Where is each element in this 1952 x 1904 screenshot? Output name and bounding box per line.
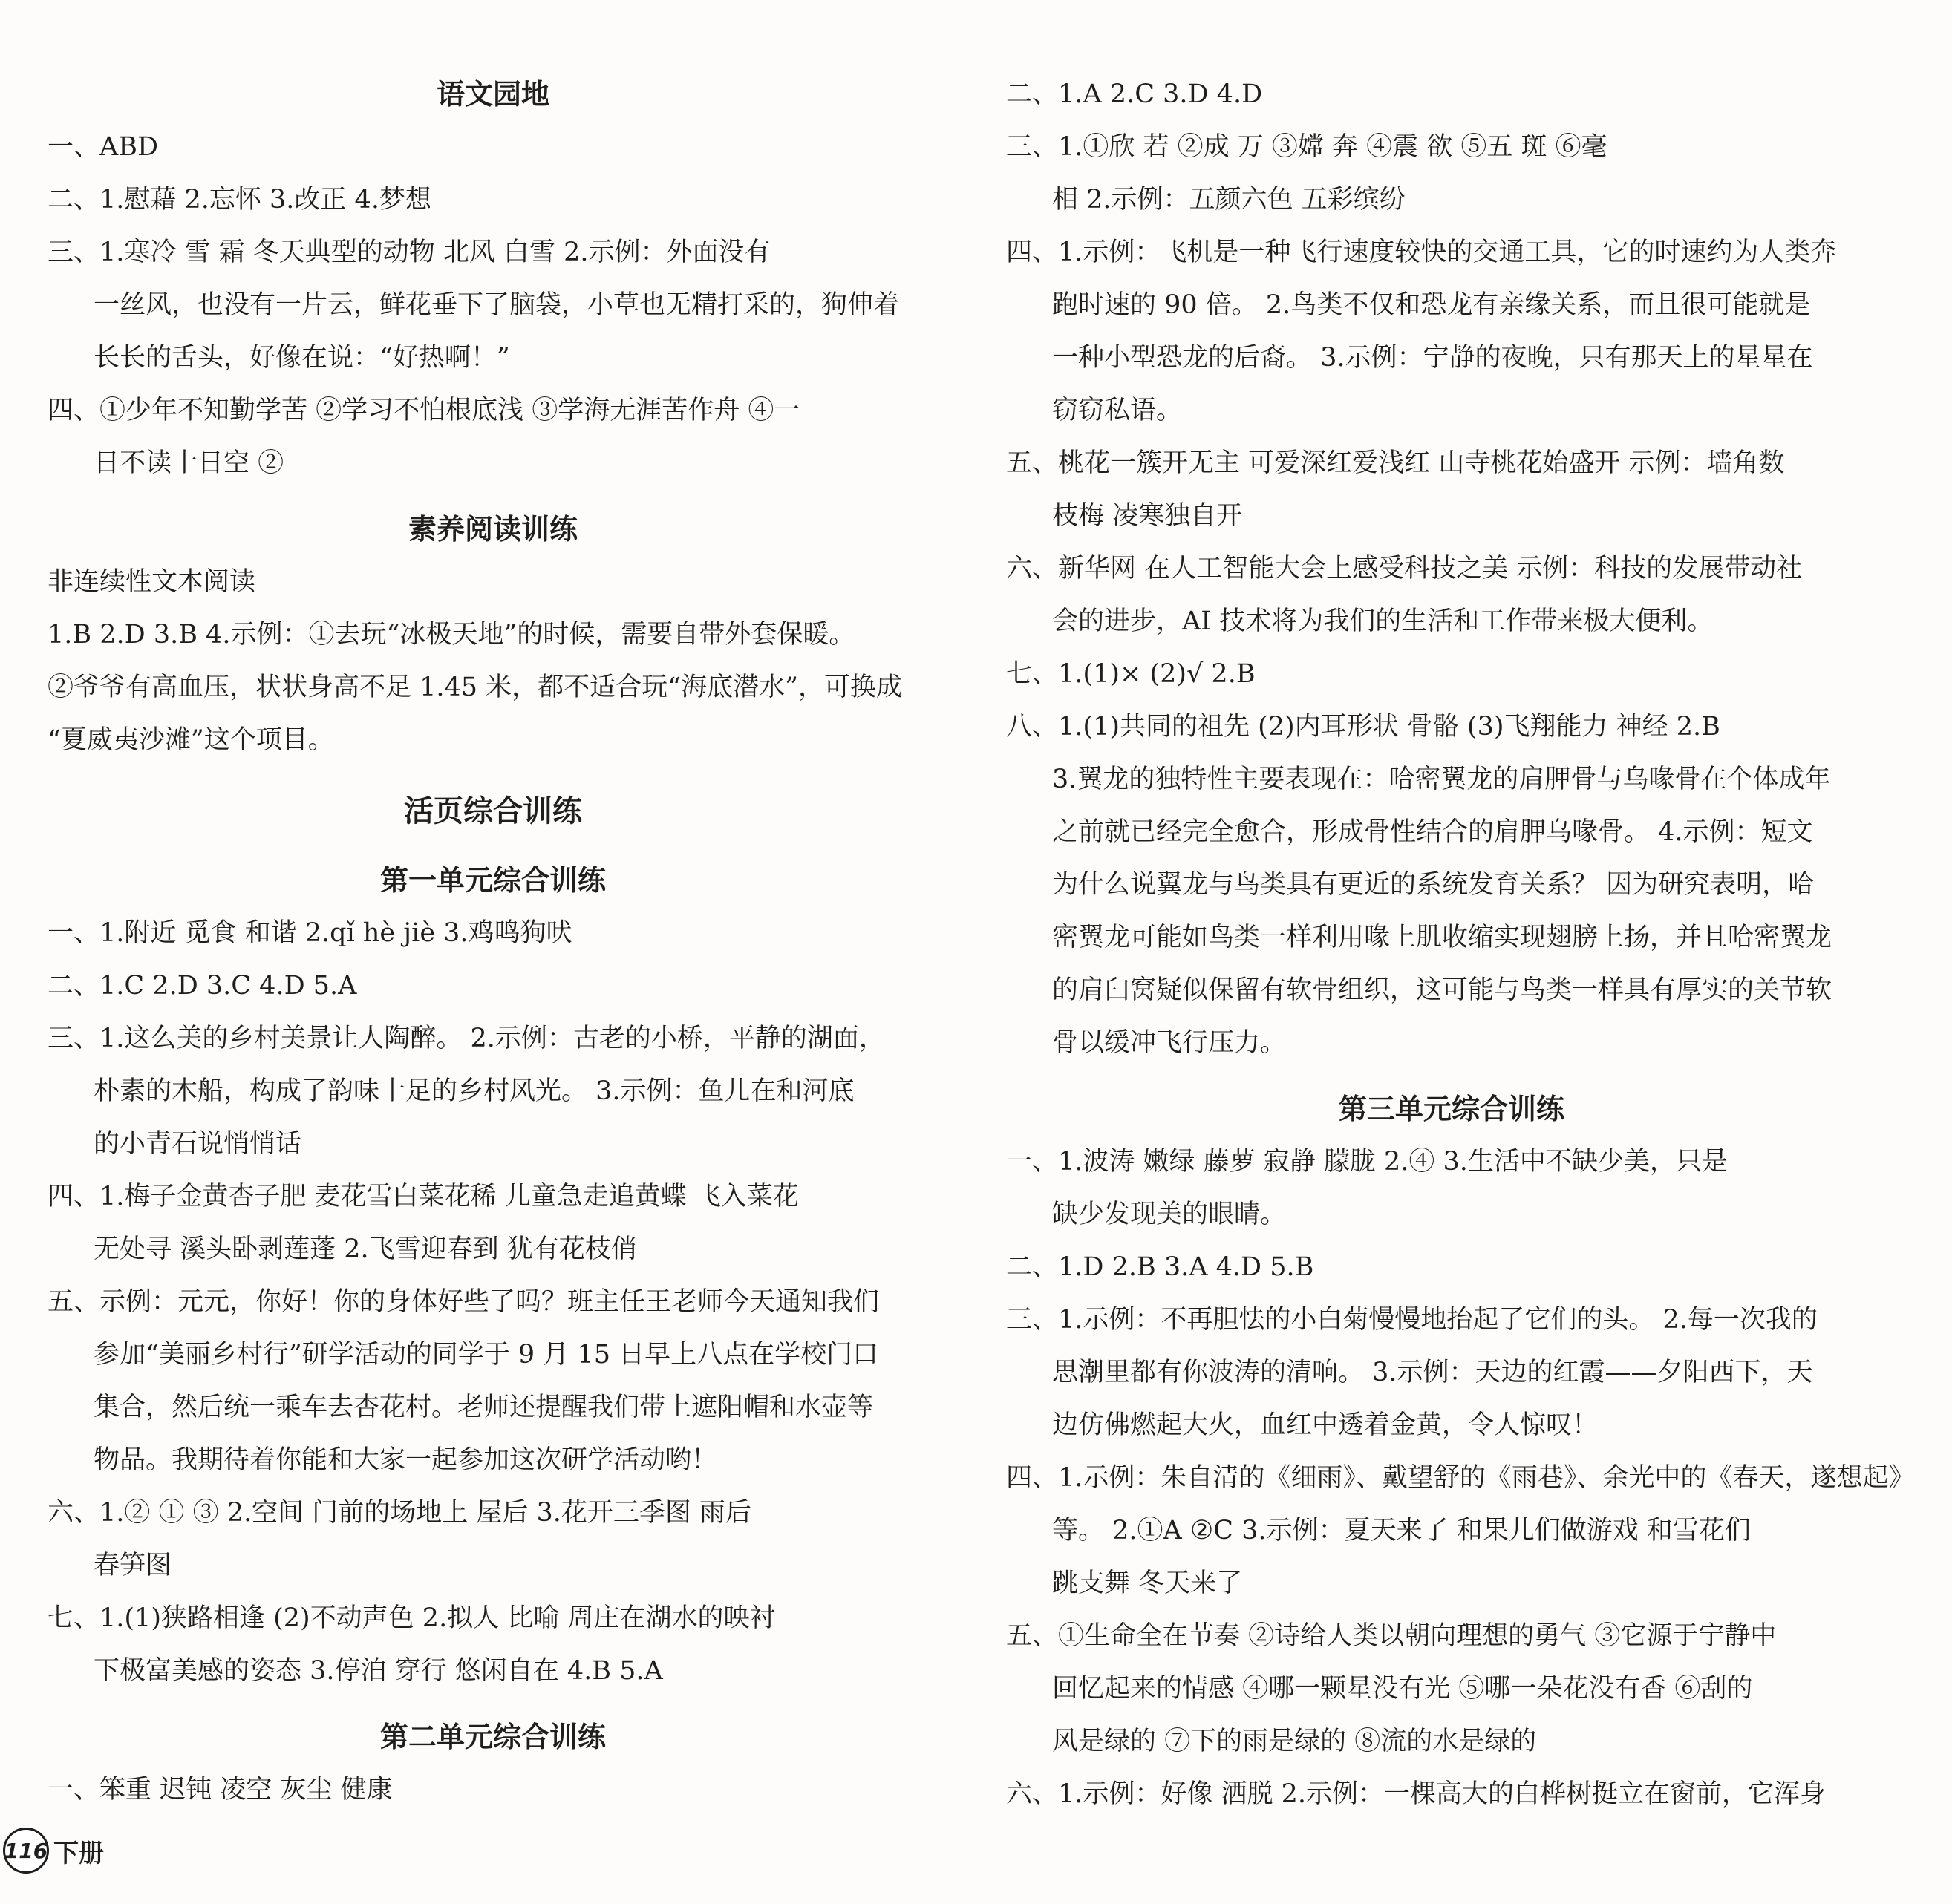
- section-title: 第一单元综合训练: [379, 864, 606, 897]
- answer-line-continued: 相 2.示例：五颜六色 五彩缤纷: [1052, 185, 1406, 215]
- answer-line-continued: 缺少发现美的眼睛。: [1052, 1200, 1287, 1229]
- section-title: 素养阅读训练: [408, 513, 578, 546]
- answer-line: ②爷爷有高血压，状状身高不足 1.45 米，都不适合玩“海底潜水”，可换成: [48, 673, 902, 702]
- answer-line-continued: 3.翼龙的独特性主要表现在：哈密翼龙的肩胛骨与乌喙骨在个体成年: [1052, 765, 1831, 794]
- left-column: [48, 68, 939, 1816]
- answer-line-continued: 的肩臼窝疑似保留有软骨组织，这可能与鸟类一样具有厚实的关节软: [1052, 975, 1832, 1005]
- answer-line: 三、1.寒冷 雪 霜 冬天典型的动物 北风 白雪 2.示例：外面没有: [48, 238, 771, 267]
- answer-line-continued: 风是绿的 ⑦下的雨是绿的 ⑧流的水是绿的: [1052, 1727, 1537, 1756]
- answer-line: 五、示例：元元，你好！你的身体好些了吗？班主任王老师今天通知我们: [48, 1287, 880, 1317]
- answer-line: 七、1.(1)× (2)√ 2.B: [1006, 659, 1256, 689]
- answer-line-continued: 等。 2.①A ②C 3.示例：夏天来了 和果儿们做游戏 和雪花们: [1052, 1516, 1751, 1545]
- answer-line-continued: 朴素的木船，构成了韵味十足的乡村风光。 3.示例：鱼儿在和河底: [94, 1076, 855, 1106]
- page-number-badge: 116: [3, 1828, 49, 1874]
- answer-line: 五、①生命全在节奏 ②诗给人类以朝向理想的勇气 ③它源于宁静中: [1006, 1621, 1777, 1651]
- answer-line-continued: 参加“美丽乡村行”研学活动的同学于 9 月 15 日早上八点在学校门口: [94, 1340, 879, 1370]
- answer-line: 四、1.梅子金黄杏子肥 麦花雪白菜花稀 儿童急走追黄蝶 飞入菜花: [48, 1182, 799, 1211]
- answer-line-continued: 窃窃私语。: [1052, 396, 1183, 425]
- answer-line-continued: 一种小型恐龙的后裔。 3.示例：宁静的夜晚，只有那天上的星星在: [1052, 343, 1813, 373]
- answer-line-continued: 下极富美感的姿态 3.停泊 穿行 悠闲自在 4.B 5.A: [94, 1656, 663, 1686]
- answer-line: 一、1.波涛 嫩绿 藤萝 寂静 朦胧 2.④ 3.生活中不缺少美，只是: [1006, 1147, 1728, 1177]
- answer-line: 六、1.示例：好像 洒脱 2.示例：一棵高大的白桦树挺立在窗前，它浑身: [1006, 1779, 1827, 1809]
- answer-line-continued: 日不读十日空 ②: [94, 448, 284, 478]
- chapter-title: 活页综合训练: [404, 794, 582, 828]
- answer-line: 八、1.(1)共同的祖先 (2)内耳形状 骨骼 (3)飞翔能力 神经 2.B: [1006, 712, 1720, 742]
- section-title: 第二单元综合训练: [379, 1721, 606, 1753]
- page-footer: [3, 1828, 104, 1874]
- answer-line: 1.B 2.D 3.B 4.示例：①去玩“冰极天地”的时候，需要自带外套保暖。: [48, 620, 855, 650]
- answer-line-continued: 无处寻 溪头卧剥莲蓬 2.飞雪迎春到 犹有花枝俏: [94, 1234, 637, 1264]
- answer-line: 三、1.示例：不再胆怯的小白菊慢慢地抬起了它们的头。 2.每一次我的: [1006, 1305, 1818, 1335]
- answer-line-continued: 春笋图: [94, 1551, 172, 1580]
- answer-line: 四、1.示例：飞机是一种飞行速度较快的交通工具，它的时速约为人类奔: [1006, 238, 1837, 267]
- answer-line: 六、新华网 在人工智能大会上感受科技之美 示例：科技的发展带动社: [1006, 554, 1803, 583]
- answer-line: 三、1.①欣 若 ②成 万 ③嫦 奔 ④震 欲 ⑤五 斑 ⑥毫: [1006, 132, 1607, 162]
- answer-line: 五、桃花一簇开无主 可爱深红爱浅红 山寺桃花始盛开 示例：墙角数: [1006, 448, 1785, 478]
- answer-line: 三、1.这么美的乡村美景让人陶醉。 2.示例：古老的小桥，平静的湖面，: [48, 1024, 885, 1053]
- answer-line-continued: 会的进步，AI 技术将为我们的生活和工作带来极大便利。: [1052, 606, 1714, 636]
- volume-label: 下册: [53, 1838, 104, 1868]
- section-title: 语文园地: [436, 78, 549, 111]
- answer-line-continued: 跑时速的 90 倍。 2.鸟类不仅和恐龙有亲缘关系，而且很可能就是: [1052, 290, 1811, 320]
- answer-line: “夏威夷沙滩”这个项目。: [48, 725, 334, 755]
- answer-line: 一、1.附近 觅食 和谐 2.qǐ hè jiè 3.鸡鸣狗吠: [48, 918, 572, 948]
- answer-line-continued: 回忆起来的情感 ④哪一颗星没有光 ⑤哪一朵花没有香 ⑥刮的: [1052, 1674, 1753, 1704]
- section-title: 第三单元综合训练: [1338, 1093, 1564, 1125]
- answer-line-continued: 跳支舞 冬天来了: [1052, 1568, 1243, 1598]
- answer-line-continued: 思潮里都有你波涛的清响。 3.示例：天边的红霞——夕阳西下，天: [1052, 1358, 1813, 1387]
- answer-line-continued: 枝梅 凌寒独自开: [1052, 501, 1243, 531]
- answer-line-continued: 密翼龙可能如鸟类一样利用喙上肌收缩实现翅膀上扬，并且哈密翼龙: [1052, 923, 1832, 952]
- answer-line-continued: 长长的舌头，好像在说：“好热啊！”: [94, 343, 510, 373]
- answer-line-continued: 边仿佛燃起大火，血红中透着金黄，令人惊叹！: [1052, 1410, 1599, 1440]
- answer-line: 四、①少年不知勤学苦 ②学习不怕根底浅 ③学海无涯苦作舟 ④一: [48, 396, 800, 425]
- answer-line: 非连续性文本阅读: [48, 567, 256, 597]
- answer-line: 二、1.A 2.C 3.D 4.D: [1006, 79, 1263, 109]
- answer-line-continued: 之前就已经完全愈合，形成骨性结合的肩胛乌喙骨。 4.示例：短文: [1052, 817, 1813, 847]
- answer-line: 六、1.② ① ③ 2.空间 门前的场地上 屋后 3.花开三季图 雨后: [48, 1498, 752, 1528]
- answer-line: 二、1.慰藉 2.忘怀 3.改正 4.梦想: [48, 185, 431, 215]
- answer-line: 一、笨重 迟钝 凌空 灰尘 健康: [48, 1775, 393, 1805]
- answer-line: 四、1.示例：朱自清的《细雨》、戴望舒的《雨巷》、余光中的《春天，遂想起》: [1006, 1463, 1915, 1493]
- answer-line-continued: 骨以缓冲飞行压力。: [1052, 1028, 1287, 1058]
- right-column: [1006, 68, 1915, 1821]
- answer-line: 七、1.(1)狭路相逢 (2)不动声色 2.拟人 比喻 周庄在湖水的映衬: [48, 1603, 776, 1633]
- answer-line: 二、1.C 2.D 3.C 4.D 5.A: [48, 971, 357, 1001]
- answer-line: 一、ABD: [48, 132, 159, 162]
- answer-line: 二、1.D 2.B 3.A 4.D 5.B: [1006, 1252, 1314, 1282]
- answer-line-continued: 的小青石说悄悄话: [94, 1129, 302, 1159]
- answer-line-continued: 集合，然后统一乘车去杏花村。老师还提醒我们带上遮阳帽和水壶等: [94, 1393, 874, 1422]
- answer-line-continued: 为什么说翼龙与鸟类具有更近的系统发育关系？ 因为研究表明，哈: [1052, 870, 1815, 900]
- answer-line-continued: 一丝风，也没有一片云，鲜花垂下了脑袋，小草也无精打采的，狗伸着: [94, 290, 900, 320]
- answer-line-continued: 物品。我期待着你能和大家一起参加这次研学活动哟！: [94, 1445, 718, 1475]
